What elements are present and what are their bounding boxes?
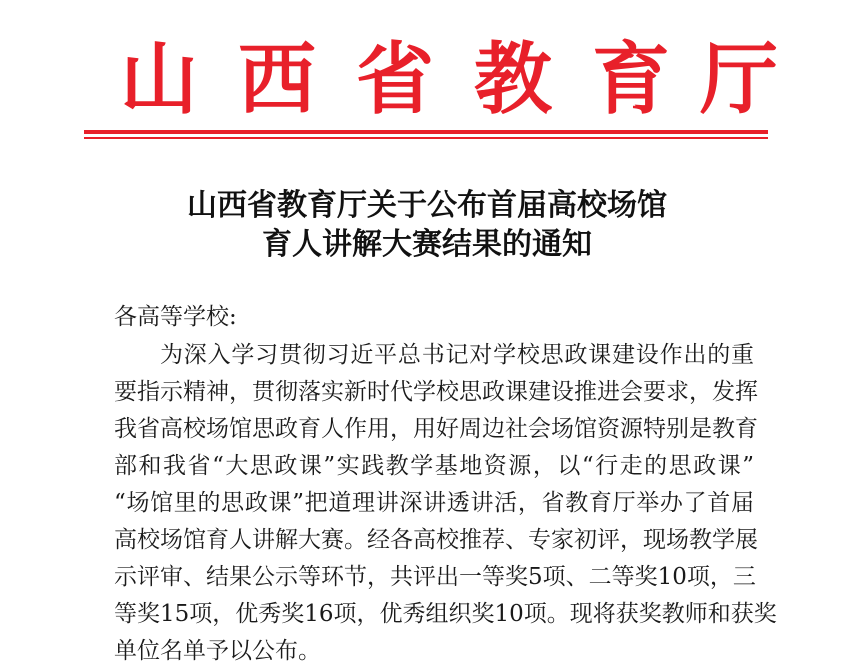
masthead-char: 厅 bbox=[700, 34, 779, 125]
body-line: 等奖15项，优秀奖16项，优秀组织奖10项。现将获奖教师和获奖 bbox=[114, 601, 777, 627]
document-title-line-1: 山西省教育厅关于公布首届高校场馆 bbox=[187, 188, 667, 223]
body-line: 要指示精神，贯彻落实新时代学校思政课建设推进会要求，发挥 bbox=[114, 379, 758, 405]
masthead-char: 教 bbox=[474, 34, 553, 125]
masthead-char: 省 bbox=[356, 34, 435, 125]
body-line: “场馆里的思政课”把道理讲深讲透讲活，省教育厅举办了首届 bbox=[114, 490, 754, 516]
masthead bbox=[0, 30, 854, 130]
body-line: 我省高校场馆思政育人作用，用好周边社会场馆资源特别是教育 bbox=[114, 416, 758, 442]
body-line: 为深入学习贯彻习近平总书记对学校思政课建设作出的重 bbox=[160, 342, 754, 368]
masthead-rule-thin bbox=[84, 137, 768, 139]
document-title-line-2: 育人讲解大赛结果的通知 bbox=[262, 227, 592, 262]
masthead-rule-thick bbox=[84, 130, 768, 134]
masthead-char: 育 bbox=[592, 34, 671, 125]
body-line: 示评审、结果公示等环节，共评出一等奖5项、二等奖10项，三 bbox=[114, 564, 756, 590]
masthead-char: 西 bbox=[238, 34, 317, 125]
body-line: 部和我省“大思政课”实践教学基地资源，以“行走的思政课” bbox=[114, 453, 754, 479]
body-line: 单位名单予以公布。 bbox=[114, 638, 321, 664]
salutation: 各高等学校: bbox=[114, 304, 237, 330]
masthead-char: 山 bbox=[120, 34, 199, 125]
body-line: 高校场馆育人讲解大赛。经各高校推荐、专家初评，现场教学展 bbox=[114, 527, 758, 553]
